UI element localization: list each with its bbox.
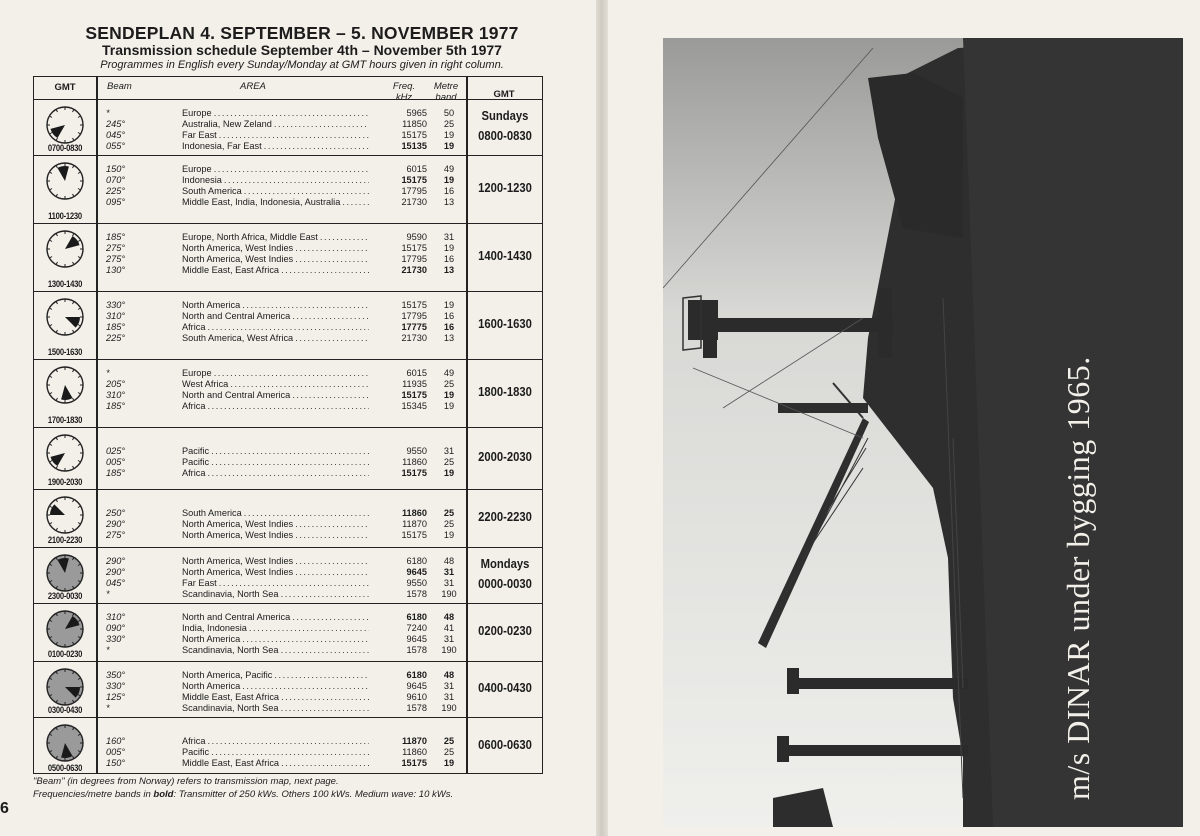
slot-line: 1800-1830 bbox=[478, 385, 532, 399]
band-cell: 19 bbox=[443, 468, 455, 478]
slot-line: 0000-0030 bbox=[478, 577, 532, 591]
band-cell: 25 bbox=[443, 457, 455, 467]
freq-cell: 15175 bbox=[401, 243, 427, 253]
band-cell: 19 bbox=[443, 243, 455, 253]
block-time: 0500-0630 bbox=[47, 763, 83, 773]
freq-cell: 15175 bbox=[401, 130, 427, 140]
beam-cell: 310° bbox=[106, 612, 126, 622]
freq-cell: 11850 bbox=[402, 119, 427, 129]
page-number: 6 bbox=[0, 800, 9, 817]
band-cell: 31 bbox=[443, 232, 455, 242]
book-gutter bbox=[596, 0, 608, 836]
band-cell: 31 bbox=[443, 692, 455, 702]
beam-cell: 225° bbox=[106, 333, 126, 343]
col-beam: Beam bbox=[107, 81, 132, 92]
schedule-block bbox=[34, 661, 542, 717]
freq-cell: 1578 bbox=[406, 589, 427, 599]
footnote-beam: "Beam" (in degrees from Norway) refers to transmission map, next page. bbox=[33, 776, 339, 787]
col-gmt: GMT bbox=[54, 82, 76, 93]
area-cell: Scandinavia, North Sea . . . bbox=[139, 703, 369, 714]
table-row bbox=[96, 556, 466, 567]
beam-cell: 310° bbox=[106, 390, 126, 400]
table-row bbox=[96, 692, 466, 703]
schedule-block bbox=[34, 603, 542, 661]
block-time: 1500-1630 bbox=[47, 347, 83, 357]
beam-cell: 330° bbox=[106, 681, 126, 691]
col-metre-line2: band bbox=[435, 92, 457, 103]
freq-cell: 11860 bbox=[402, 747, 427, 757]
beam-cell: 205° bbox=[106, 379, 126, 389]
table-row bbox=[96, 530, 466, 541]
area-cell: Europe . . . bbox=[139, 368, 369, 379]
table-row bbox=[96, 333, 466, 344]
beam-cell: 225° bbox=[106, 186, 126, 196]
band-cell: 31 bbox=[443, 446, 455, 456]
page-title: SENDEPLAN 4. SEPTEMBER – 5. NOVEMBER 1977 bbox=[85, 23, 519, 43]
table-row bbox=[96, 311, 466, 322]
area-cell: Australia, New Zeland . . . bbox=[139, 119, 369, 130]
area-cell: North America . . . bbox=[139, 634, 369, 645]
band-cell: 25 bbox=[443, 119, 455, 129]
schedule-block bbox=[34, 359, 542, 427]
slot-line: 2000-2030 bbox=[478, 450, 532, 464]
clock-dial-icon bbox=[45, 365, 85, 405]
area-cell: North and Central America . . . bbox=[139, 612, 369, 623]
left-page bbox=[0, 0, 596, 836]
table-row bbox=[96, 322, 466, 333]
area-cell: Far East . . . bbox=[139, 578, 369, 589]
freq-cell: 9610 bbox=[406, 692, 427, 702]
beam-cell: 290° bbox=[106, 567, 126, 577]
beam-cell: 025° bbox=[106, 446, 126, 456]
block-time: 2300-0030 bbox=[47, 591, 83, 601]
table-row bbox=[96, 508, 466, 519]
band-cell: 25 bbox=[443, 379, 455, 389]
ship-photo bbox=[663, 38, 1183, 827]
schedule-block bbox=[34, 223, 542, 291]
freq-cell: 15175 bbox=[401, 390, 427, 400]
beam-cell: * bbox=[106, 589, 110, 599]
table-row bbox=[96, 164, 466, 175]
broadcast-slot bbox=[470, 556, 540, 596]
col-freq-line2: kHz bbox=[395, 92, 413, 103]
clock-dial-icon bbox=[45, 433, 85, 473]
footnote-bold-post: : Transmitter of 250 kWs. Others 100 kWs. Medium wave: 10 kWs. bbox=[173, 789, 454, 800]
beam-cell: 150° bbox=[106, 164, 126, 174]
beam-cell: * bbox=[106, 368, 110, 378]
area-cell: Europe . . . bbox=[139, 164, 369, 175]
area-cell: Pacific . . . bbox=[139, 446, 369, 457]
band-cell: 41 bbox=[443, 623, 455, 633]
area-cell: Africa . . . bbox=[139, 401, 369, 412]
freq-cell: 15345 bbox=[401, 401, 427, 411]
area-cell: North America, West Indies . . . bbox=[139, 530, 369, 541]
table-row bbox=[96, 612, 466, 623]
schedule-block bbox=[34, 155, 542, 223]
freq-cell: 11935 bbox=[402, 379, 427, 389]
freq-cell: 9645 bbox=[406, 634, 427, 644]
band-cell: 16 bbox=[443, 311, 455, 321]
band-cell: 25 bbox=[443, 747, 455, 757]
band-cell: 31 bbox=[443, 567, 455, 577]
clock-dial-icon bbox=[45, 723, 85, 763]
freq-cell: 21730 bbox=[401, 333, 427, 343]
area-cell: North America, Pacific . . . bbox=[139, 670, 369, 681]
table-row bbox=[96, 265, 466, 276]
beam-cell: 005° bbox=[106, 457, 126, 467]
band-cell: 16 bbox=[443, 254, 455, 264]
freq-cell: 9590 bbox=[406, 232, 427, 242]
table-row bbox=[96, 232, 466, 243]
area-cell: Indonesia, Far East . . . bbox=[139, 141, 369, 152]
freq-cell: 9550 bbox=[406, 446, 427, 456]
table-row bbox=[96, 589, 466, 600]
freq-cell: 11870 bbox=[401, 736, 427, 746]
beam-cell: 185° bbox=[106, 468, 126, 478]
slot-line: 1600-1630 bbox=[478, 317, 532, 331]
slot-line: 0400-0430 bbox=[478, 681, 532, 695]
area-cell: Middle East, East Africa . . . bbox=[139, 758, 369, 769]
beam-cell: 310° bbox=[106, 311, 126, 321]
freq-cell: 17795 bbox=[401, 311, 427, 321]
table-row bbox=[96, 623, 466, 634]
freq-cell: 15175 bbox=[401, 175, 427, 185]
broadcast-slot bbox=[470, 737, 540, 757]
beam-cell: 055° bbox=[106, 141, 126, 151]
beam-cell: 185° bbox=[106, 401, 126, 411]
area-cell: Middle East, East Africa . . . bbox=[139, 692, 369, 703]
beam-cell: 185° bbox=[106, 232, 126, 242]
band-cell: 190 bbox=[441, 645, 457, 655]
broadcast-slot bbox=[470, 316, 540, 336]
area-cell: South America . . . bbox=[139, 508, 369, 519]
area-cell: North America . . . bbox=[139, 300, 369, 311]
table-row bbox=[96, 368, 466, 379]
block-time: 0300-0430 bbox=[47, 705, 83, 715]
broadcast-slot bbox=[470, 680, 540, 700]
band-cell: 19 bbox=[443, 530, 455, 540]
clock-dial-icon bbox=[45, 553, 85, 593]
schedule-block bbox=[34, 99, 542, 155]
area-cell: Middle East, East Africa . . . bbox=[139, 265, 369, 276]
area-cell: Pacific . . . bbox=[139, 747, 369, 758]
table-row bbox=[96, 578, 466, 589]
freq-cell: 6180 bbox=[406, 556, 427, 566]
beam-cell: 090° bbox=[106, 623, 126, 633]
table-row bbox=[96, 119, 466, 130]
area-cell: Europe, North Africa, Middle East . . . bbox=[139, 232, 369, 243]
beam-cell: 275° bbox=[106, 254, 126, 264]
table-row bbox=[96, 186, 466, 197]
block-time: 2100-2230 bbox=[47, 535, 83, 545]
area-cell: Europe . . . bbox=[139, 108, 369, 119]
freq-cell: 1578 bbox=[406, 703, 427, 713]
area-cell: Scandinavia, North Sea . . . bbox=[139, 645, 369, 656]
beam-cell: 130° bbox=[106, 265, 126, 275]
footnote-bold-pre: Frequencies/metre bands in bbox=[33, 789, 154, 800]
area-cell: North and Central America . . . bbox=[139, 390, 369, 401]
slot-line: 1400-1430 bbox=[478, 249, 532, 263]
slot-line: 0800-0830 bbox=[478, 129, 532, 143]
band-cell: 19 bbox=[443, 300, 455, 310]
clock-dial-icon bbox=[45, 297, 85, 337]
table-row bbox=[96, 379, 466, 390]
table-row bbox=[96, 670, 466, 681]
broadcast-slot bbox=[470, 623, 540, 643]
schedule-block bbox=[34, 717, 542, 775]
area-cell: South America, West Africa . . . bbox=[139, 333, 369, 344]
clock-dial-icon bbox=[45, 609, 85, 649]
freq-cell: 9645 bbox=[406, 567, 427, 577]
slot-line: 0200-0230 bbox=[478, 624, 532, 638]
schedule-block bbox=[34, 427, 542, 489]
block-time: 1900-2030 bbox=[47, 477, 83, 487]
area-cell: North America, West Indies . . . bbox=[139, 254, 369, 265]
band-cell: 16 bbox=[443, 186, 455, 196]
table-row bbox=[96, 197, 466, 208]
band-cell: 25 bbox=[443, 736, 455, 746]
beam-cell: 330° bbox=[106, 634, 126, 644]
band-cell: 25 bbox=[443, 508, 455, 518]
broadcast-slot bbox=[470, 509, 540, 529]
table-row bbox=[96, 390, 466, 401]
slot-line: 1200-1230 bbox=[478, 181, 532, 195]
freq-cell: 9550 bbox=[406, 578, 427, 588]
schedule-block bbox=[34, 291, 542, 359]
band-cell: 13 bbox=[443, 265, 455, 275]
beam-cell: 005° bbox=[106, 747, 126, 757]
beam-cell: * bbox=[106, 108, 110, 118]
freq-cell: 5965 bbox=[406, 108, 427, 118]
table-row bbox=[96, 457, 466, 468]
table-row bbox=[96, 468, 466, 479]
table-row bbox=[96, 254, 466, 265]
table-row bbox=[96, 758, 466, 769]
area-cell: North America, West Indies . . . bbox=[139, 556, 369, 567]
band-cell: 19 bbox=[443, 758, 455, 768]
col-freq-line1: Freq. bbox=[392, 81, 416, 92]
area-cell: North America, West Indies . . . bbox=[139, 243, 369, 254]
col-metre-line1: Metre bbox=[433, 81, 459, 92]
freq-cell: 17795 bbox=[401, 186, 427, 196]
freq-cell: 9645 bbox=[406, 681, 427, 691]
schedule-note: Programmes in English every Sunday/Monday at GMT hours given in right column. bbox=[100, 59, 504, 71]
area-cell: India, Indonesia . . . bbox=[139, 623, 369, 634]
band-cell: 190 bbox=[441, 703, 457, 713]
beam-cell: 045° bbox=[106, 578, 126, 588]
freq-cell: 7240 bbox=[406, 623, 427, 633]
beam-cell: 160° bbox=[106, 736, 126, 746]
area-cell: North and Central America . . . bbox=[139, 311, 369, 322]
beam-cell: * bbox=[106, 703, 110, 713]
area-cell: Indonesia . . . bbox=[139, 175, 369, 186]
footnote-bold-word: bold bbox=[153, 789, 174, 800]
freq-cell: 6180 bbox=[406, 612, 427, 622]
beam-cell: 350° bbox=[106, 670, 126, 680]
table-row bbox=[96, 108, 466, 119]
table-row bbox=[96, 634, 466, 645]
beam-cell: 150° bbox=[106, 758, 126, 768]
table-row bbox=[96, 130, 466, 141]
band-cell: 19 bbox=[443, 175, 455, 185]
freq-cell: 11860 bbox=[401, 508, 427, 518]
beam-cell: 070° bbox=[106, 175, 126, 185]
table-row bbox=[96, 141, 466, 152]
slot-line: Mondays bbox=[480, 557, 530, 571]
band-cell: 19 bbox=[443, 141, 455, 151]
band-cell: 19 bbox=[443, 390, 455, 400]
beam-cell: 245° bbox=[106, 119, 126, 129]
freq-cell: 15175 bbox=[401, 300, 427, 310]
band-cell: 13 bbox=[443, 333, 455, 343]
broadcast-slot bbox=[470, 449, 540, 469]
table-row bbox=[96, 446, 466, 457]
beam-cell: 045° bbox=[106, 130, 126, 140]
beam-cell: 330° bbox=[106, 300, 126, 310]
page-subtitle: Transmission schedule September 4th – November 5th 1977 bbox=[102, 42, 502, 58]
broadcast-slot bbox=[470, 248, 540, 268]
broadcast-slot bbox=[470, 108, 540, 148]
freq-cell: 6180 bbox=[406, 670, 427, 680]
band-cell: 190 bbox=[441, 589, 457, 599]
band-cell: 50 bbox=[443, 108, 455, 118]
block-time: 1700-1830 bbox=[47, 415, 83, 425]
slot-line: 0600-0630 bbox=[478, 738, 532, 752]
area-cell: Middle East, India, Indonesia, Australia . . . bbox=[139, 197, 369, 208]
beam-cell: 275° bbox=[106, 530, 126, 540]
table-row bbox=[96, 736, 466, 747]
freq-cell: 15175 bbox=[401, 758, 427, 768]
area-cell: Africa . . . bbox=[139, 322, 369, 333]
beam-cell: 250° bbox=[106, 508, 126, 518]
col-area: AREA bbox=[240, 81, 266, 92]
band-cell: 19 bbox=[443, 130, 455, 140]
block-time: 0700-0830 bbox=[47, 143, 83, 153]
freq-cell: 6015 bbox=[406, 164, 427, 174]
table-row bbox=[96, 645, 466, 656]
freq-cell: 17775 bbox=[401, 322, 427, 332]
area-cell: West Africa . . . bbox=[139, 379, 369, 390]
table-row bbox=[96, 401, 466, 412]
band-cell: 49 bbox=[443, 164, 455, 174]
block-time: 1300-1430 bbox=[47, 279, 83, 289]
freq-cell: 15175 bbox=[401, 530, 427, 540]
clock-dial-icon bbox=[45, 229, 85, 269]
table-row bbox=[96, 519, 466, 530]
area-cell: North America, West Indies . . . bbox=[139, 567, 369, 578]
table-row bbox=[96, 747, 466, 758]
freq-cell: 21730 bbox=[401, 265, 427, 275]
block-time: 1100-1230 bbox=[48, 211, 82, 221]
band-cell: 31 bbox=[443, 634, 455, 644]
table-row bbox=[96, 681, 466, 692]
band-cell: 19 bbox=[443, 401, 455, 411]
clock-dial-icon bbox=[45, 495, 85, 535]
band-cell: 31 bbox=[443, 681, 455, 691]
freq-cell: 11870 bbox=[402, 519, 427, 529]
clock-dial-icon bbox=[45, 667, 85, 707]
band-cell: 49 bbox=[443, 368, 455, 378]
freq-cell: 1578 bbox=[406, 645, 427, 655]
area-cell: South America . . . bbox=[139, 186, 369, 197]
beam-cell: 290° bbox=[106, 556, 126, 566]
band-cell: 13 bbox=[443, 197, 455, 207]
band-cell: 48 bbox=[443, 612, 455, 622]
beam-cell: * bbox=[106, 645, 110, 655]
area-cell: Pacific . . . bbox=[139, 457, 369, 468]
freq-cell: 15135 bbox=[401, 141, 427, 151]
band-cell: 48 bbox=[443, 670, 455, 680]
beam-cell: 185° bbox=[106, 322, 126, 332]
col-gmt-right: GMT bbox=[493, 89, 515, 100]
table-row bbox=[96, 567, 466, 578]
block-time: 0100-0230 bbox=[47, 649, 83, 659]
table-row bbox=[96, 703, 466, 714]
freq-cell: 11860 bbox=[402, 457, 427, 467]
area-cell: North America . . . bbox=[139, 681, 369, 692]
band-cell: 16 bbox=[443, 322, 455, 332]
clock-dial-icon bbox=[45, 105, 85, 145]
footnote-bold bbox=[33, 789, 453, 800]
table-row bbox=[96, 175, 466, 186]
table-row bbox=[96, 300, 466, 311]
area-cell: Africa . . . bbox=[139, 736, 369, 747]
schedule-block bbox=[34, 489, 542, 547]
area-cell: Scandinavia, North Sea . . . bbox=[139, 589, 369, 600]
schedule-block bbox=[34, 547, 542, 603]
schedule-table bbox=[33, 76, 543, 774]
band-cell: 25 bbox=[443, 519, 455, 529]
freq-cell: 17795 bbox=[401, 254, 427, 264]
clock-dial-icon bbox=[45, 161, 85, 201]
broadcast-slot bbox=[470, 384, 540, 404]
freq-cell: 15175 bbox=[401, 468, 427, 478]
beam-cell: 095° bbox=[106, 197, 126, 207]
table-row bbox=[96, 243, 466, 254]
band-cell: 48 bbox=[443, 556, 455, 566]
beam-cell: 275° bbox=[106, 243, 126, 253]
slot-line: 2200-2230 bbox=[478, 510, 532, 524]
broadcast-slot bbox=[470, 180, 540, 200]
band-cell: 31 bbox=[443, 578, 455, 588]
beam-cell: 125° bbox=[106, 692, 126, 702]
area-cell: Africa . . . bbox=[139, 468, 369, 479]
beam-cell: 290° bbox=[106, 519, 126, 529]
slot-line: Sundays bbox=[481, 109, 529, 123]
freq-cell: 21730 bbox=[401, 197, 427, 207]
freq-cell: 6015 bbox=[406, 368, 427, 378]
area-cell: North America, West Indies . . . bbox=[139, 519, 369, 530]
area-cell: Far East . . . bbox=[139, 130, 369, 141]
